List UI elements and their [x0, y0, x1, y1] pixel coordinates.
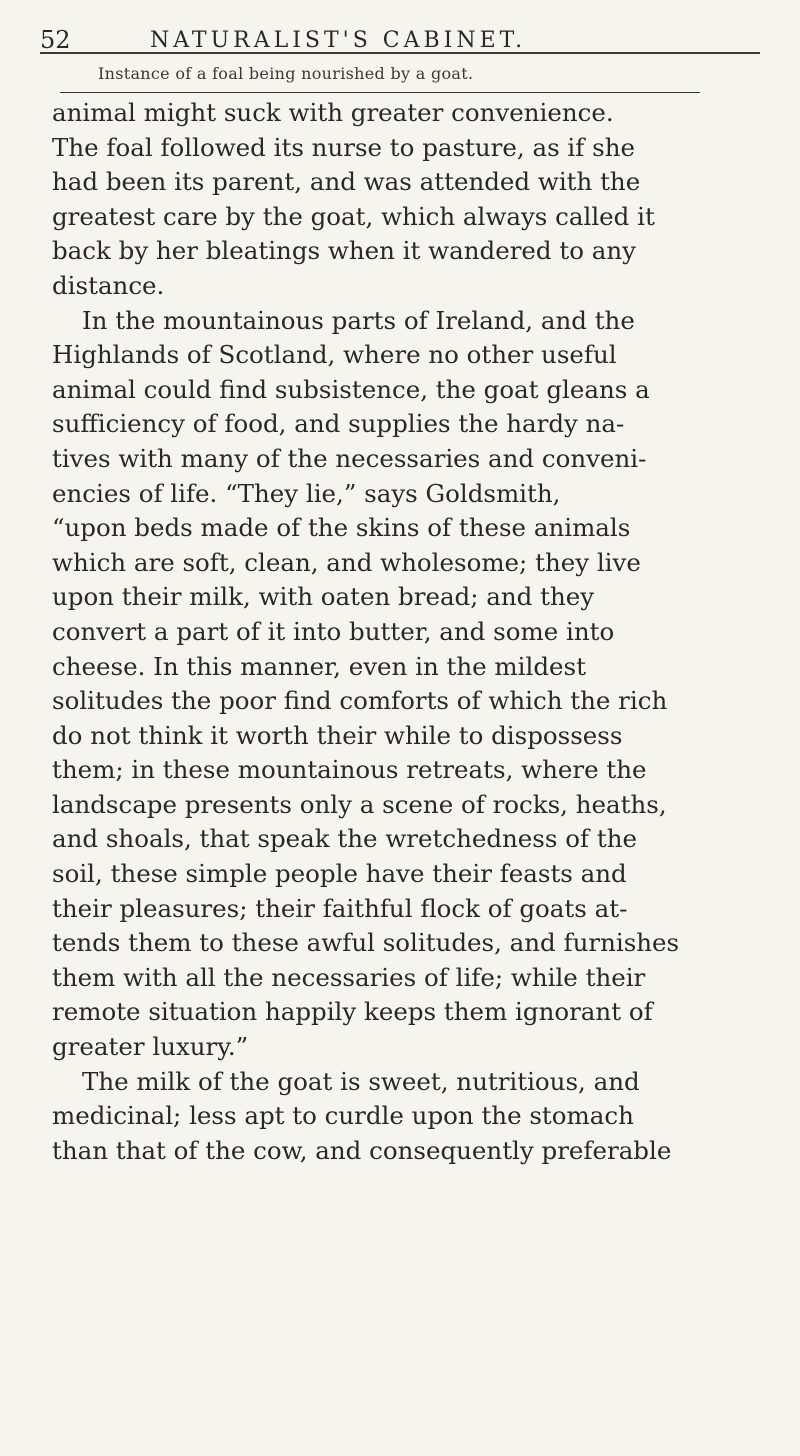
text-line: sufficiency of food, and supplies the hardy na-	[52, 409, 625, 439]
text-line: and shoals, that speak the wretchedness of the	[52, 824, 637, 854]
running-title: NATURALIST'S CABINET.	[150, 28, 527, 53]
text-line: back by her bleatings when it wandered to any	[52, 236, 636, 266]
sidenote-rule	[60, 92, 700, 93]
text-line: In the mountainous parts of Ireland, and the	[82, 305, 635, 335]
text-line: them; in these mountainous retreats, where the	[52, 755, 647, 785]
text-line: The foal followed its nurse to pasture, as if she	[52, 132, 635, 162]
text-line: The milk of the goat is sweet, nutritious, and	[82, 1066, 640, 1096]
page-number: 52	[40, 26, 71, 54]
text-line: tends them to these awful solitudes, and furnishes	[52, 928, 680, 958]
text-line: convert a part of it into butter, and some into	[52, 616, 615, 646]
text-line: animal could find subsistence, the goat gleans a	[52, 374, 650, 404]
text-line: do not think it worth their while to dispossess	[52, 720, 623, 750]
text-line: had been its parent, and was attended with the	[52, 167, 641, 197]
text-line: greater luxury.”	[52, 1032, 249, 1062]
text-line: upon their milk, with oaten bread; and they	[52, 582, 595, 612]
body-text	[52, 96, 770, 1168]
text-line: “upon beds made of the skins of these animals	[52, 513, 631, 543]
text-line: landscape presents only a scene of rocks, heaths,	[52, 789, 667, 819]
text-line: greatest care by the goat, which always called it	[52, 201, 655, 231]
text-line: cheese. In this manner, even in the mildest	[52, 651, 586, 681]
text-line: solitudes the poor find comforts of which the rich	[52, 686, 668, 716]
text-line: medicinal; less apt to curdle upon the stomach	[52, 1101, 634, 1131]
text-line: distance.	[52, 270, 165, 300]
text-line: remote situation happily keeps them ignorant of	[52, 997, 653, 1027]
sidenote-heading: Instance of a foal being nourished by a goat.	[98, 64, 474, 83]
text-line: animal might suck with greater convenience.	[52, 98, 614, 127]
text-line: which are soft, clean, and wholesome; they live	[52, 547, 641, 577]
text-line: them with all the necessaries of life; while their	[52, 962, 646, 992]
text-line: Highlands of Scotland, where no other useful	[52, 340, 617, 370]
text-line: their pleasures; their faithful flock of goats at-	[52, 893, 628, 923]
text-line: soil, these simple people have their feasts and	[52, 859, 627, 889]
page-header	[40, 12, 760, 54]
text-line: tives with many of the necessaries and conveni-	[52, 443, 647, 473]
text-line: than that of the cow, and consequently preferable	[52, 1135, 672, 1165]
text-line: encies of life. “They lie,” says Goldsmith,	[52, 478, 561, 508]
